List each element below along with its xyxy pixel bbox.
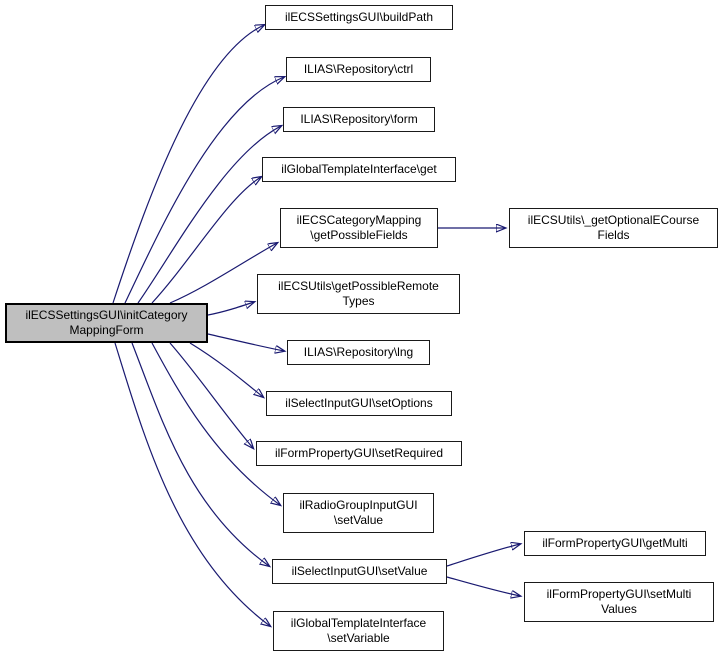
node-ilglobaltemplateinterface-setvariable[interactable] (273, 611, 444, 651)
edge-root-to-getPossibleRemoteTypes (208, 302, 254, 315)
node-ilecssettingsgui-initcategorymappingform (5, 303, 208, 343)
node-label-line: ilECSCategoryMapping (296, 213, 422, 227)
node-ilias-repository-ctrl[interactable] (286, 57, 431, 82)
node-label-line: ilGlobalTemplateInterface\get (281, 162, 437, 176)
node-label-line: Types (342, 294, 375, 308)
node-label-line: Fields (597, 228, 630, 242)
edge-root-to-setVariable (115, 343, 270, 626)
node-label-line: ilECSSettingsGUI\buildPath (284, 10, 434, 24)
node-ilias-repository-form[interactable] (283, 107, 435, 132)
node-ilecsutils-getoptionalecoursefields[interactable] (509, 208, 718, 248)
node-label-line: ilECSSettingsGUI\initCategory (25, 308, 188, 322)
node-label-line: ilFormPropertyGUI\getMulti (542, 536, 688, 550)
node-label-line: ilECSUtils\getPossibleRemote (278, 279, 439, 293)
node-ilradiogroupinputgui-setvalue[interactable] (283, 493, 434, 533)
node-ilformpropertygui-setmultivalues[interactable] (524, 582, 714, 622)
node-label-line: ILIAS\Repository\ctrl (303, 62, 414, 76)
node-ilformpropertygui-setrequired[interactable] (256, 441, 462, 466)
node-label-line: ilFormPropertyGUI\setRequired (274, 446, 444, 460)
node-label-line: ilRadioGroupInputGUI (299, 498, 418, 512)
node-label-line: ilFormPropertyGUI\setMulti (546, 587, 692, 601)
edge-root-to-radioGroupSetValue (152, 343, 280, 505)
node-label-line: ilECSUtils\_getOptionalECourse (527, 213, 700, 227)
node-ilecscategorymapping-getpossiblefields[interactable] (280, 208, 438, 248)
node-label-line: \setValue (333, 513, 384, 527)
node-label-line: ilSelectInputGUI\setValue (291, 564, 428, 578)
node-ilias-repository-lng[interactable] (287, 340, 430, 365)
node-ilecsutils-getpossibleremotetypes[interactable] (257, 274, 460, 314)
node-label-line: MappingForm (69, 323, 144, 337)
node-label-line: \getPossibleFields (310, 228, 408, 242)
node-ilselectinputgui-setvalue[interactable] (272, 559, 447, 584)
node-ilformpropertygui-getmulti[interactable] (524, 531, 706, 556)
edge-root-to-setOptions (190, 343, 263, 397)
node-label-line: ILIAS\Repository\lng (303, 345, 414, 359)
edge-root-to-lng (208, 334, 284, 351)
node-ilselectinputgui-setoptions[interactable] (266, 391, 452, 416)
node-ilglobaltemplateinterface-get[interactable] (262, 157, 456, 182)
node-ilecssettingsgui-buildpath[interactable] (265, 5, 453, 30)
node-label-line: ilGlobalTemplateInterface (290, 616, 427, 630)
edge-selectSetValue-to-getMulti (447, 544, 520, 566)
node-label-line: Values (601, 602, 637, 616)
edge-root-to-ctrl (125, 77, 284, 303)
node-label-line: ilSelectInputGUI\setOptions (285, 396, 433, 410)
edge-root-to-buildPath (113, 25, 264, 303)
node-label-line: \setVariable (327, 631, 390, 645)
node-label-line: ILIAS\Repository\form (300, 112, 418, 126)
edge-selectSetValue-to-setMultiValues (447, 577, 520, 596)
